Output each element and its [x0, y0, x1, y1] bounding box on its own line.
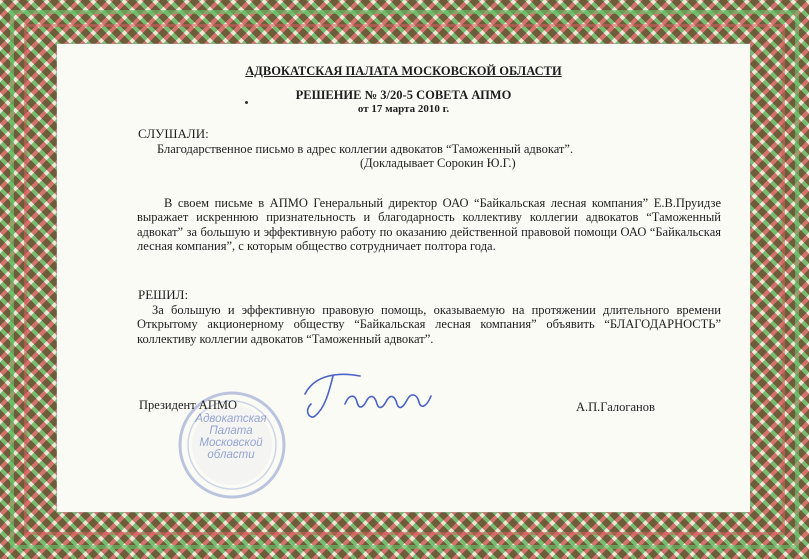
president-name: А.П.Галоганов [576, 400, 655, 414]
president-label: Президент АПМО [139, 398, 237, 412]
decision-text: За большую и эффективную правовую помощь, оказываемую на протяжении длительного времени Открытому акционерному обществу “Байкальская лесная компания” объявить “БЛАГОДАРНОСТЬ” коллективу коллегии адвокатов “Таможенный адвокат”. [137, 303, 721, 346]
body-paragraph: В своем письме в АПМО Генеральный директор ОАО “Байкальская лесная компания” Е.В.Пруидзе выражает искреннюю признательность и благодарность коллективу коллегии адвокатов “Таможенный адвокат” за большую и эффективную работу по оказанию действенной правовой помощи ОАО “Байкальская лесная компания”, с которым общество сотрудничает полтора года. [137, 196, 721, 254]
heard-text: Благодарственное письмо в адрес коллегии адвокатов “Таможенный адвокат”. [157, 142, 574, 156]
decision-date: от 17 марта 2010 г. [357, 103, 450, 115]
decision-title: РЕШЕНИЕ № 3/20-5 СОВЕТА АПМО [295, 88, 512, 102]
heard-label: СЛУШАЛИ: [138, 126, 209, 141]
president-signature [285, 364, 445, 424]
certificate-paper [57, 44, 750, 512]
organization-header: АДВОКАТСКАЯ ПАЛАТА МОСКОВСКОЙ ОБЛАСТИ [245, 64, 562, 78]
seal-stamp-text: Адвокатская Палата Московской области [195, 413, 267, 461]
decided-label: РЕШИЛ: [138, 287, 189, 302]
reporter-note: (Докладывает Сорокин Ю.Г.) [360, 156, 516, 170]
